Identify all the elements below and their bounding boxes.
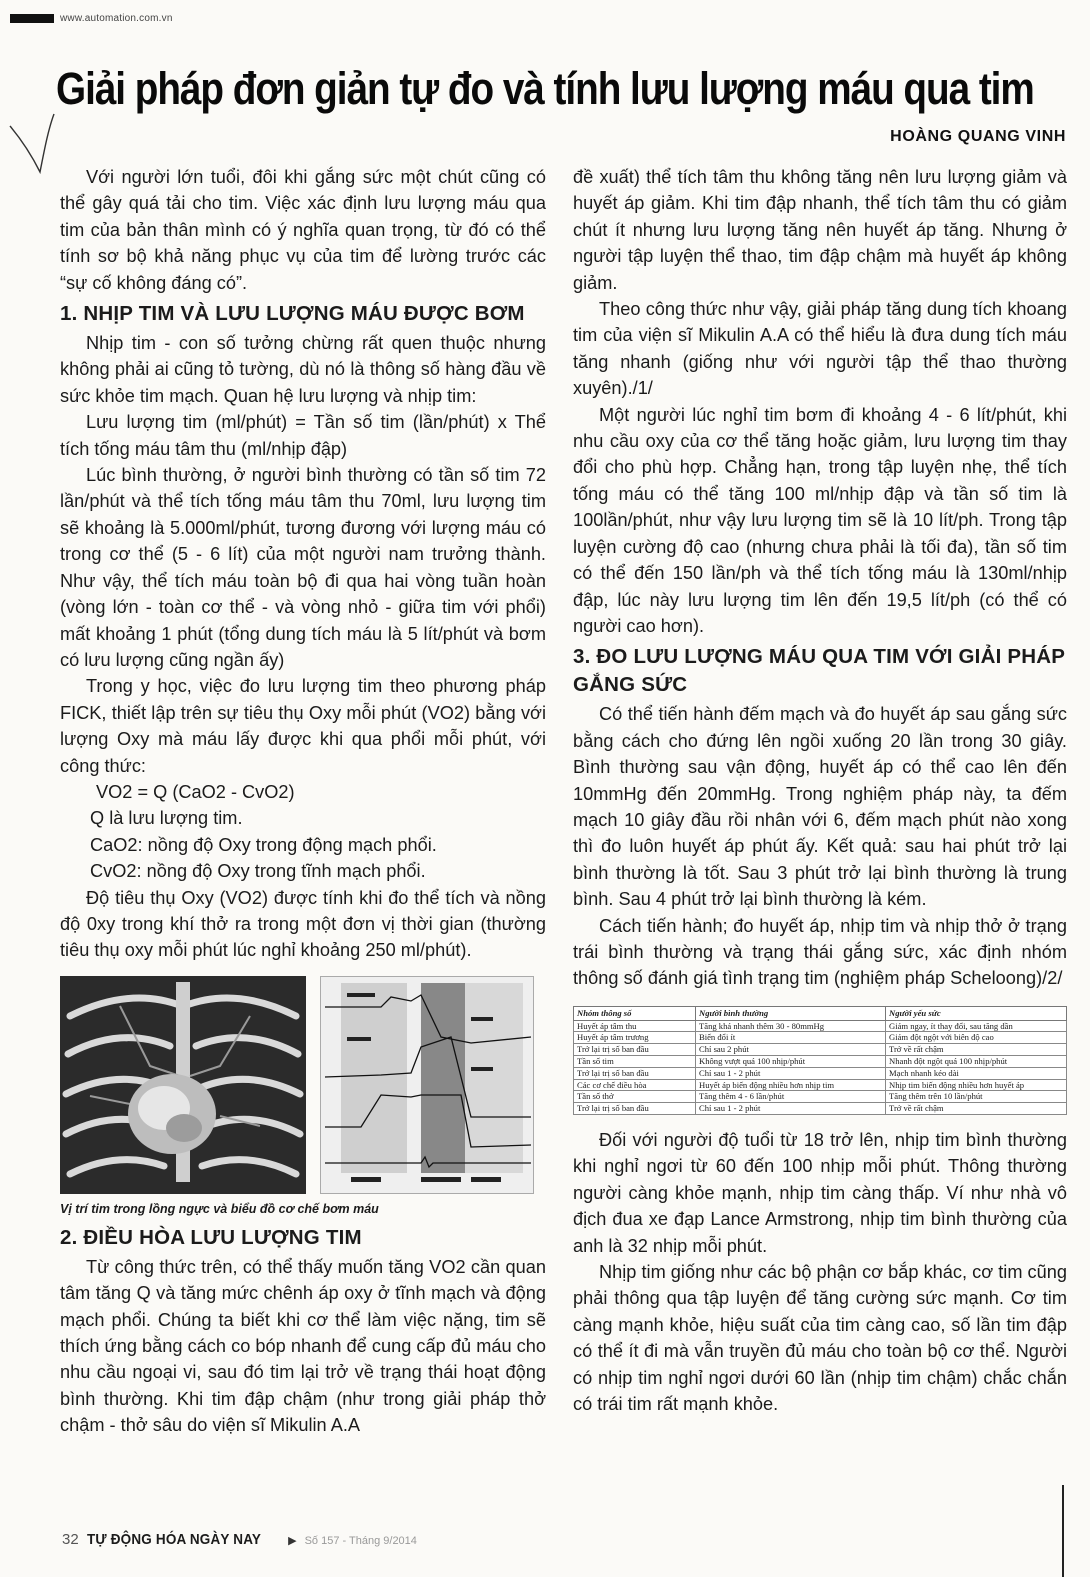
header-url: www.automation.com.vn xyxy=(60,12,173,24)
table-cell: Chỉ sau 1 - 2 phút xyxy=(696,1103,886,1115)
paragraph: Theo công thức như vậy, giải pháp tăng dung tích khoang tim của viện sĩ Mikulin A.A có thể hiểu là đưa dung tích máu tăng nhanh (giống như với người tập thể thao thường xuyên)./1/ xyxy=(573,299,1067,399)
table-cell: Biến đổi ít xyxy=(696,1032,886,1044)
table-row xyxy=(574,1032,1067,1044)
table-cell: Mạch nhanh kéo dài xyxy=(886,1067,1067,1079)
magazine-name: TỰ ĐỘNG HÓA NGÀY NAY xyxy=(86,1531,261,1548)
table-cell: Chỉ sau 1 - 2 phút xyxy=(696,1067,886,1079)
section-2-heading: 2. ĐIỀU HÒA LƯU LƯỢNG TIM xyxy=(60,1225,362,1249)
table-row xyxy=(574,1103,1067,1115)
table-cell: Tăng khá nhanh thêm 30 - 80mmHg xyxy=(696,1020,886,1032)
formula-text: Lưu lượng tim (ml/phút) = Tần số tim (lần/phút) x Thể tích tống máu tâm thu (ml/nhịp đập) xyxy=(60,412,546,459)
table-cell: Huyết áp tâm thu xyxy=(574,1020,696,1032)
table-cell: Các cơ chế điều hòa xyxy=(574,1079,696,1091)
column-header: Người bình thường xyxy=(696,1006,886,1020)
table-cell: Nhịp tim biến động nhiều hơn huyết áp xyxy=(886,1079,1067,1091)
header-bar xyxy=(10,10,173,26)
section-1-heading: 1. NHỊP TIM VÀ LƯU LƯỢNG MÁU ĐƯỢC BƠM xyxy=(60,302,525,326)
header-block xyxy=(10,14,54,23)
table-cell: Tần số tim xyxy=(574,1055,696,1067)
table-row xyxy=(574,1079,1067,1091)
paragraph: Từ công thức trên, có thể thấy muốn tăng VO2 cần quan tâm tăng Q và tăng mức chênh áp oxy ở tĩnh mạch và động mạch phổi. Chúng ta biết khi cơ thể làm việc nặng, tim sẽ thích ứng bằng cách co bóp nhanh để cung cấp đủ máu cho nhu cầu ngoại vi, sau đó tim lại trở về trạng thái hoạt động bình thường. Khi tim đập chậm (như trong giải pháp thở chậm - thở sâu do viện sĩ Mikulin A.A xyxy=(60,1256,546,1436)
left-column xyxy=(60,164,546,1439)
table-row xyxy=(574,1020,1067,1032)
page-edge-rule xyxy=(1062,1485,1064,1577)
column-header: Nhóm thông số xyxy=(574,1006,696,1020)
figure xyxy=(60,976,546,1194)
article-author: HOÀNG QUANG VINH xyxy=(890,128,1066,145)
table-row xyxy=(574,1091,1067,1103)
intro-paragraph: Với người lớn tuổi, đôi khi gắng sức một chút cũng có thể gây quá tải cho tim. Việc xác định lưu lượng máu qua tim của bản thân mình có ý nghĩa quan trọng, từ đó có thể tính sơ bộ khả năng phục vụ của tim để lường trước các “sự cố không đáng có”. xyxy=(60,167,546,293)
definition-cvo2: CvO2: nồng độ Oxy trong tĩnh mạch phổi. xyxy=(90,861,426,882)
check-mark-icon xyxy=(6,112,56,192)
scheloong-table xyxy=(573,1006,1067,1115)
table-cell: Trở lại trị số ban đầu xyxy=(574,1103,696,1115)
paragraph: Lúc bình thường, ở người bình thường có tần số tim 72 lần/phút và thể tích tống máu tâm thu 70ml, lưu lượng tim sẽ khoảng là 5.000ml/phút, tương đương với lượng máu có trong cơ thể (5 - 6 lít) của một người nam trưởng thành. Như vậy, thể tích máu toàn bộ đi qua hai vòng tuần hoàn (vòng lớn - toàn cơ thể - và vòng nhỏ - giữa tim với phổi) mất khoảng 1 phút (tổng dung tích máu là 5 lít/phút và bơm có lưu lượng cũng ngần ấy) xyxy=(60,465,546,670)
table-cell: Tăng thêm 4 - 6 lần/phút xyxy=(696,1091,886,1103)
table-cell: Giảm ngay, ít thay đổi, sau tăng dần xyxy=(886,1020,1067,1032)
table-row xyxy=(574,1067,1067,1079)
table-cell: Huyết áp tâm trương xyxy=(574,1032,696,1044)
table-cell: Trở về rất chậm xyxy=(886,1044,1067,1056)
paragraph: Độ tiêu thụ Oxy (VO2) được tính khi đo thể tích và nồng độ 0xy trong khí thở ra trong một đơn vị thời gian (thường tiêu thụ oxy mỗi phút lúc nghỉ khoảng 250 ml/phút). xyxy=(60,887,546,961)
table-cell: Trở lại trị số ban đầu xyxy=(574,1067,696,1079)
paragraph: Nhịp tim - con số tưởng chừng rất quen thuộc nhưng không phải ai cũng tỏ tường, dù nó là thông số hàng đầu về sức khỏe tim mạch. Quan hệ lưu lượng và nhịp tim: xyxy=(60,333,546,406)
paragraph: Trong y học, việc đo lưu lượng tim theo phương pháp FICK, thiết lập trên sự tiêu thụ Oxy mỗi phút (VO2) bằng với lượng Oxy mà máu lấy được khi qua phổi mỗi phút, với công thức: xyxy=(60,676,546,776)
table-cell: Nhanh đột ngột quá 100 nhịp/phút xyxy=(886,1055,1067,1067)
table-cell: Huyết áp biến động nhiều hơn nhịp tim xyxy=(696,1079,886,1091)
paragraph: Có thể tiến hành đếm mạch và đo huyết áp sau gắng sức bằng cách cho đứng lên ngồi xuống 20 lần trong 30 giây. Bình thường sau vận động, huyết áp có thể cao lên đến 10mmHg đến 20mmHg. Trong nghiệm pháp này, ta đếm mạch 10 giây đầu rồi nhân với 6, đếm mạch phút nào xong thì đo luôn huyết áp phút ấy. Kết quả: sau hai phút trở lại bình thường là tốt. Sau 3 phút trở lại bình thường là trung bình. Sau 4 phút trở lại bình thường là kém. xyxy=(573,704,1067,910)
table-cell: Tần số thở xyxy=(574,1091,696,1103)
table-cell: Chỉ sau 2 phút xyxy=(696,1044,886,1056)
paragraph: Nhịp tim giống như các bộ phận cơ bắp khác, cơ tim cũng phải thông qua tập luyện để tăng cường sức mạnh. Cơ tim càng mạnh khỏe, hiệu suất của tim càng cao, số lần tim đập có thể ít đi mà vẫn truyền đủ máu cho toàn bộ cơ thể. Người có nhịp tim nghỉ ngơi dưới 60 lần (nhịp tim chậm) chắc chắn có trái tim rất mạnh khỏe. xyxy=(573,1261,1067,1415)
column-header: Người yếu sức xyxy=(886,1006,1067,1020)
chest-heart-image xyxy=(60,976,306,1194)
paragraph: đề xuất) thể tích tâm thu không tăng nên lưu lượng giảm và huyết áp giảm. Khi tim đập nhanh, thể tích tâm thu có giảm chút ít nhưng lưu lượng tăng nên huyết áp tăng. Nhưng ở người tập luyện thể thao, tim đập chậm mà huyết áp không giảm. xyxy=(573,167,1067,293)
table-cell: Tăng thêm trên 10 lần/phút xyxy=(886,1091,1067,1103)
figure-caption: Vị trí tim trong lồng ngực và biểu đồ cơ chế bơm máu xyxy=(60,1201,379,1216)
table-row xyxy=(574,1055,1067,1067)
article-title: Giải pháp đơn giản tự đo và tính lưu lượng máu qua tim xyxy=(56,63,1034,114)
definition-q: Q là lưu lượng tim. xyxy=(90,808,243,829)
pumping-mechanism-chart xyxy=(320,976,534,1194)
table-cell: Trở lại trị số ban đầu xyxy=(574,1044,696,1056)
table-cell: Không vượt quá 100 nhịp/phút xyxy=(696,1055,886,1067)
right-column xyxy=(573,164,1067,1417)
issue-info: Số 157 - Tháng 9/2014 xyxy=(304,1535,417,1547)
table-cell: Giảm đột ngột với biên độ cao xyxy=(886,1032,1067,1044)
triangle-icon: ▶ xyxy=(288,1535,297,1547)
page-number: 32 xyxy=(62,1531,79,1548)
section-3-heading: 3. ĐO LƯU LƯỢNG MÁU QUA TIM VỚI GIẢI PHÁP GẮNG SỨC xyxy=(573,645,1065,697)
equation: VO2 = Q (CaO2 - CvO2) xyxy=(96,781,295,802)
page-footer xyxy=(62,1531,417,1548)
paragraph: Cách tiến hành; đo huyết áp, nhịp tim và nhịp thở ở trạng trái bình thường và trạng thái gắng sức, xác định nhóm thông số đánh giá tình trạng tim (nghiệm pháp Scheloong)/2/ xyxy=(573,915,1067,989)
definition-cao2: CaO2: nồng độ Oxy trong động mạch phổi. xyxy=(90,834,437,855)
paragraph: Một người lúc nghỉ tim bơm đi khoảng 4 - 6 lít/phút, khi nhu cầu oxy của cơ thể tăng hoặc giảm, lưu lượng tim thay đổi cho phù hợp. Chẳng hạn, trong tập luyện nhẹ, thể tích tống máu có thể tăng 100 ml/nhịp đập và tần số tim là 100lần/phút, như vậy lưu lượng tim sẽ là 10 lít/ph. Trong tập luyện cường độ cao (nhưng chưa phải là tối đa), tần số tim có thể đến 150 lần/ph và thể tích tống máu là 130ml/nhịp đập, lúc này lưu lượng tim lên đến 19,5 lít/ph (có thể có người cao hơn). xyxy=(573,404,1067,636)
table-header-row xyxy=(574,1006,1067,1020)
table-row xyxy=(574,1044,1067,1056)
table-cell: Trở về rất chậm xyxy=(886,1103,1067,1115)
paragraph: Đối với người độ tuổi từ 18 trở lên, nhịp tim bình thường khi nghỉ ngơi từ 60 đến 100 nhịp mỗi phút. Thông thường người càng khỏe mạnh, nhịp tim càng thấp. Ví như nhà vô địch đua xe đạp Lance Armstrong, nhịp tim bình thường của anh là 32 nhịp mỗi phút. xyxy=(573,1129,1067,1256)
